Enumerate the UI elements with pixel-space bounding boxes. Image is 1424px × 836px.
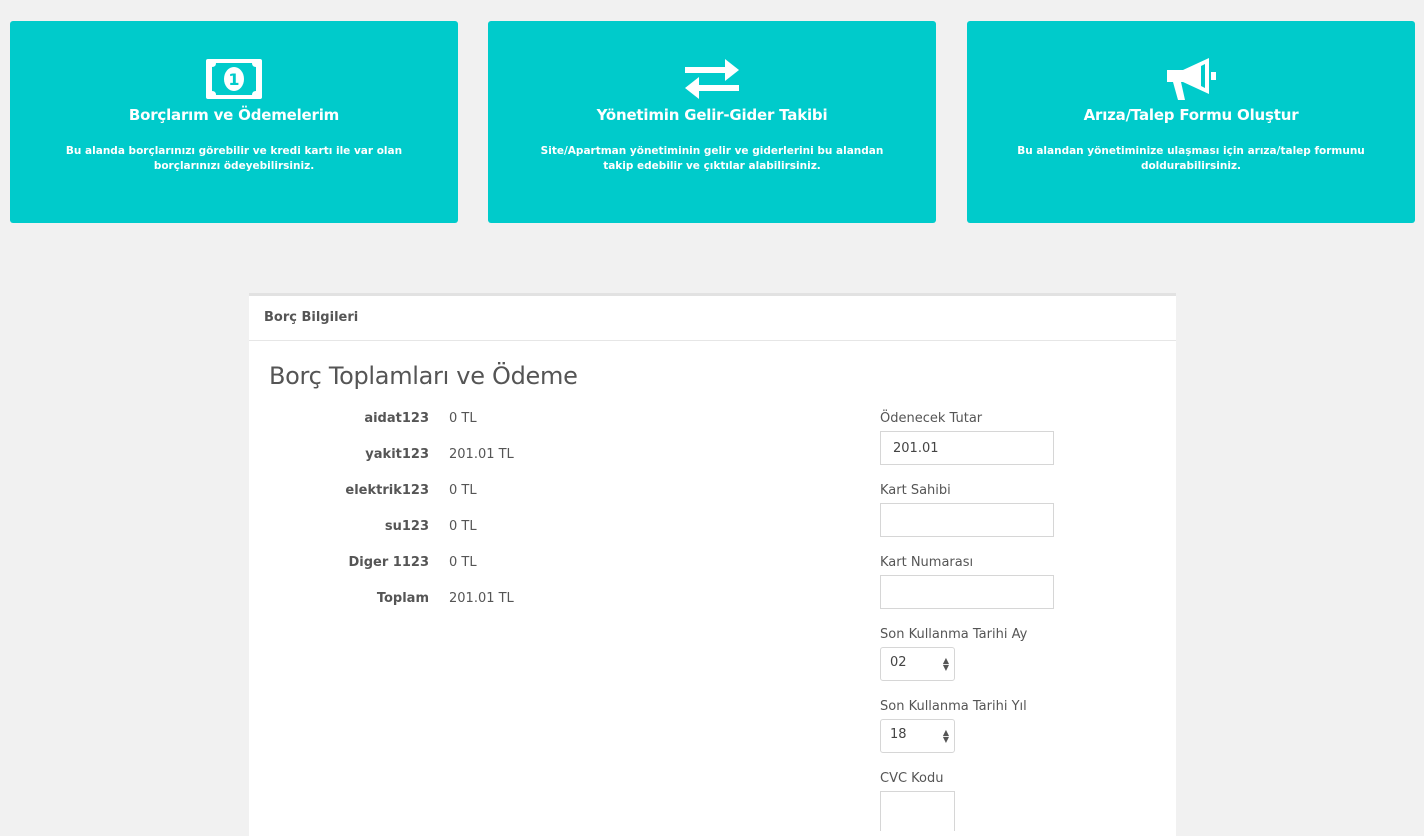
exp-month-value: 02 bbox=[890, 655, 907, 670]
debt-label: aidat123 bbox=[364, 411, 429, 426]
card-number-input[interactable] bbox=[880, 575, 1054, 609]
tile-description: Bu alandan yönetiminize ulaşması için arıza/talep formunu doldurabilirsiniz. bbox=[1017, 145, 1365, 172]
card-holder-label: Kart Sahibi bbox=[880, 483, 951, 498]
panel-header: Borç Bilgileri bbox=[249, 296, 1176, 341]
tile-debts-payments[interactable] bbox=[10, 21, 458, 223]
debt-label: Diger 1123 bbox=[348, 555, 429, 570]
debt-row bbox=[249, 411, 809, 431]
megaphone-icon bbox=[967, 55, 1415, 103]
debt-total-label: Toplam bbox=[376, 591, 429, 606]
tile-title: Borçlarım ve Ödemelerim bbox=[128, 106, 340, 124]
dashboard-tiles bbox=[10, 21, 1415, 223]
debt-info-panel bbox=[249, 293, 1176, 836]
exp-year-select[interactable] bbox=[880, 719, 955, 753]
debt-label: elektrik123 bbox=[345, 483, 429, 498]
tile-description: Bu alanda borçlarınızı görebilir ve kredi kartı ile var olan borçlarınızı ödeyebilirsiniz. bbox=[65, 145, 403, 172]
tile-title: Arıza/Talep Formu Oluştur bbox=[1083, 106, 1299, 124]
debt-row bbox=[249, 519, 809, 539]
cvc-input[interactable] bbox=[880, 791, 955, 831]
debt-value: 0 TL bbox=[449, 555, 477, 570]
debt-value: 0 TL bbox=[449, 411, 477, 426]
card-holder-input[interactable] bbox=[880, 503, 1054, 537]
debt-total-value: 201.01 TL bbox=[449, 591, 514, 606]
tile-title: Yönetimin Gelir-Gider Takibi bbox=[596, 106, 828, 124]
debt-row bbox=[249, 555, 809, 575]
exp-month-label: Son Kullanma Tarihi Ay bbox=[880, 627, 1028, 642]
section-title: Borç Toplamları ve Ödeme bbox=[269, 362, 578, 390]
debt-label: su123 bbox=[384, 519, 429, 534]
select-arrows-icon: ▲ ▼ bbox=[942, 656, 949, 672]
amount-input[interactable] bbox=[880, 431, 1054, 465]
exp-year-value: 18 bbox=[890, 727, 907, 742]
cvc-label: CVC Kodu bbox=[880, 771, 944, 786]
debt-row bbox=[249, 483, 809, 503]
debt-value: 0 TL bbox=[449, 483, 477, 498]
debt-row bbox=[249, 447, 809, 467]
debt-value: 0 TL bbox=[449, 519, 477, 534]
debt-label: yakit123 bbox=[365, 447, 429, 462]
debt-total-row bbox=[249, 591, 809, 611]
money-icon bbox=[10, 55, 458, 103]
debt-value: 201.01 TL bbox=[449, 447, 514, 462]
exp-year-label: Son Kullanma Tarihi Yıl bbox=[880, 699, 1027, 714]
tile-description: Site/Apartman yönetiminin gelir ve giderlerini bu alandan takip edebilir ve çıktılar alabilirsiniz. bbox=[540, 145, 884, 172]
exchange-icon bbox=[488, 55, 936, 103]
svg-text:1: 1 bbox=[228, 70, 240, 89]
tile-fault-request[interactable] bbox=[967, 21, 1415, 223]
amount-label: Ödenecek Tutar bbox=[880, 411, 983, 426]
card-number-label: Kart Numarası bbox=[880, 555, 974, 570]
exp-month-select[interactable] bbox=[880, 647, 955, 681]
select-arrows-icon: ▲ ▼ bbox=[942, 728, 949, 744]
tile-income-expense[interactable] bbox=[488, 21, 936, 223]
